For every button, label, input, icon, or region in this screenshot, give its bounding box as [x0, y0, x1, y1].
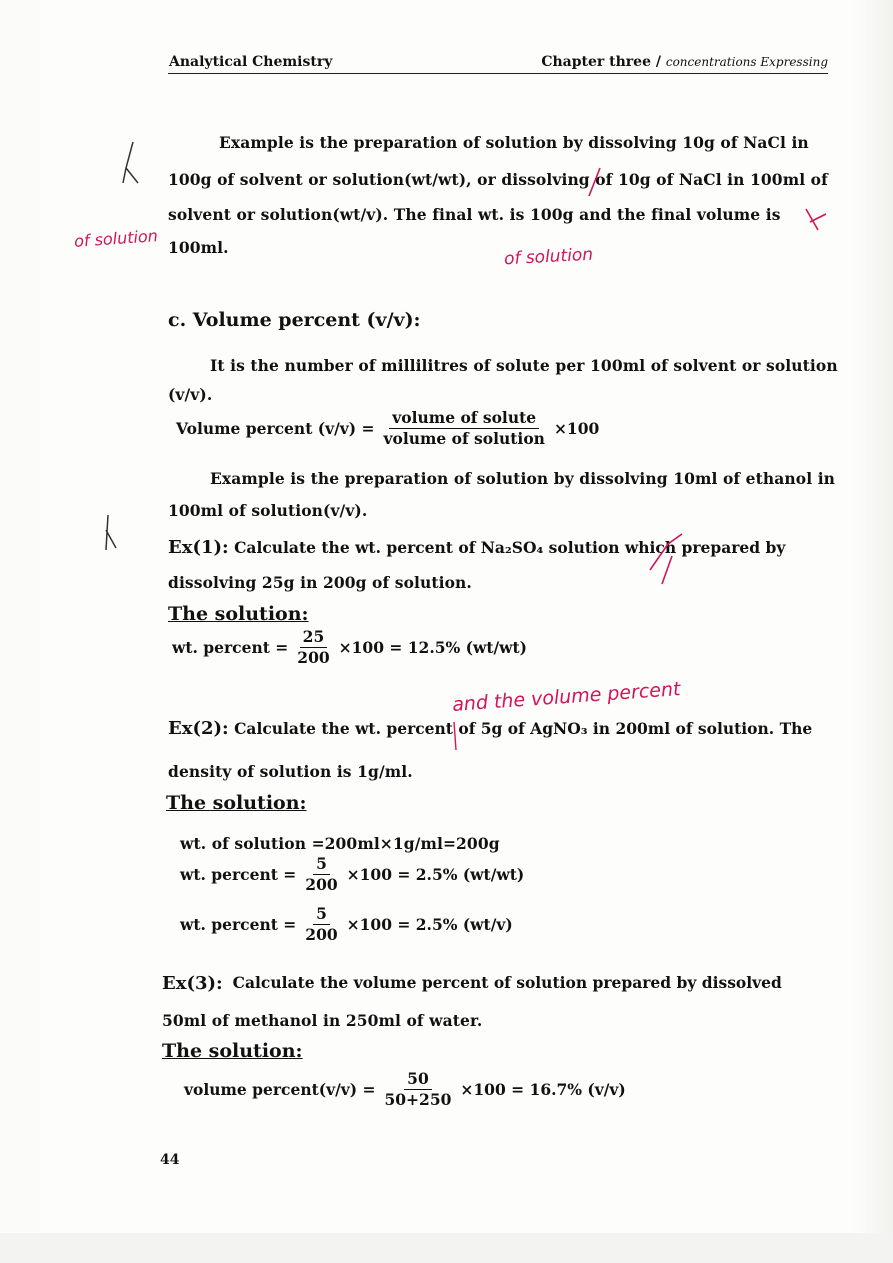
note-and-the-volume-percent: and the volume percent: [451, 678, 682, 716]
margin-check-mark-2: [106, 515, 116, 550]
margin-note-of-solution: of solution: [73, 226, 159, 251]
ex3-question-text: Calculate the volume percent of solution prepared by dissolved: [232, 973, 782, 992]
example-line1: Example is the preparation of solution by dissolving 10ml of ethanol in: [210, 469, 836, 488]
ex3-denominator: 50+250: [384, 1090, 452, 1109]
ex1-denominator: 200: [297, 648, 330, 667]
ex2-calc2-result: ×100 = 2.5% (wt/v): [346, 915, 513, 934]
formula-numerator: volume of solute: [389, 409, 539, 429]
ex1-solution-heading: The solution:: [168, 603, 309, 625]
definition-line2: (v/v).: [168, 385, 213, 404]
ex1-calc-lhs: wt. percent =: [172, 638, 289, 657]
strike-mark-of: [589, 168, 600, 196]
ex3-calc-lhs: volume percent(v/v) =: [184, 1080, 376, 1099]
ex3-numerator: 50: [404, 1070, 432, 1090]
ex1-question-line2: dissolving 25g in 200g of solution.: [168, 573, 472, 592]
ex2-calc1-lhs: wt. percent =: [180, 865, 297, 884]
ex3-label: Ex(3):: [162, 973, 223, 994]
ex2-label: Ex(2):: [168, 718, 229, 739]
ex1-question-text: Calculate the wt. percent of Na₂SO₄ solution which prepared by: [234, 538, 786, 557]
running-header-title: Analytical Chemistry: [169, 54, 333, 70]
ex2-question-line2: density of solution is 1g/ml.: [168, 762, 413, 781]
formula-factor: ×100: [553, 419, 600, 438]
ex2-step1: wt. of solution =200ml×1g/ml=200g: [180, 834, 500, 853]
ex3-calc-result: ×100 = 16.7% (v/v): [460, 1080, 626, 1099]
page-number: 44: [160, 1152, 180, 1168]
ex2-denominator-2: 200: [305, 925, 338, 944]
margin-check-mark-1: [123, 142, 138, 183]
formula-lhs: Volume percent (v/v) =: [176, 419, 375, 438]
para1-line4: 100ml.: [168, 238, 229, 257]
para1-line3: solvent or solution(wt/v). The final wt. is 100g and the final volume is: [168, 205, 781, 224]
ex1-numerator: 25: [300, 628, 328, 648]
ex2-denominator-1: 200: [305, 875, 338, 894]
strike-mark-is: [806, 209, 826, 230]
para1-line1: Example is the preparation of solution by dissolving 10g of NaCl in: [219, 133, 809, 152]
ex2-numerator-1: 5: [313, 855, 330, 875]
ex3-question-line2: 50ml of methanol in 250ml of water.: [162, 1011, 483, 1030]
ex2-question-text: Calculate the wt. percent of 5g of AgNO₃ in 200ml of solution. The: [234, 719, 813, 738]
ex1-label: Ex(1):: [168, 537, 229, 558]
note-of-solution-under-volume: of solution: [503, 244, 594, 270]
chapter-label: Chapter three /: [541, 54, 661, 70]
strike-mark-which: [650, 534, 682, 584]
ex3-solution-heading: The solution:: [162, 1040, 303, 1062]
para1-line2: 100g of solvent or solution(wt/wt), or dissolving of 10g of NaCl in 100ml of: [168, 170, 828, 189]
ex2-solution-heading: The solution:: [166, 792, 307, 814]
ex2-calc2-lhs: wt. percent =: [180, 915, 297, 934]
insert-caret: [454, 722, 456, 750]
example-line2: 100ml of solution(v/v).: [168, 501, 368, 520]
ex2-calc1-result: ×100 = 2.5% (wt/wt): [346, 865, 525, 884]
section-heading-volume-percent: c. Volume percent (v/v):: [168, 309, 421, 331]
definition-line1: It is the number of millilitres of solute per 100ml of solvent or solution: [210, 356, 838, 375]
formula-denominator: volume of solution: [383, 429, 545, 448]
chapter-subtitle: concentrations Expressing: [665, 55, 828, 69]
ex1-calc-result: ×100 = 12.5% (wt/wt): [338, 638, 527, 657]
ex2-numerator-2: 5: [313, 905, 330, 925]
